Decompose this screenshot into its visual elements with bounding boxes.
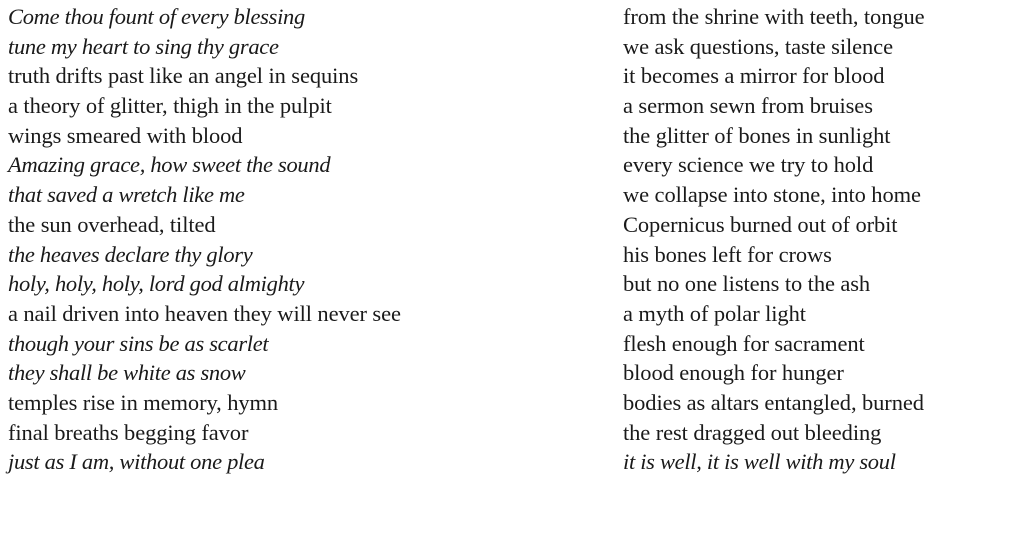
poem-line: blood enough for hunger bbox=[623, 360, 844, 386]
poem-line: from the shrine with teeth, tongue bbox=[623, 4, 925, 29]
poem-line: the sun overhead, tilted bbox=[8, 211, 216, 237]
poem-line: Come thou fount of every blessing bbox=[8, 4, 305, 29]
poem-line: the glitter of bones in sunlight bbox=[623, 122, 891, 148]
poem-line: wings smeared with blood bbox=[8, 122, 243, 148]
poem-line: but no one listens to the ash bbox=[623, 271, 871, 297]
poem-line: a sermon sewn from bruises bbox=[623, 93, 873, 119]
poem-line: tune my heart to sing thy grace bbox=[8, 33, 279, 59]
poem-line: that saved a wretch like me bbox=[8, 182, 245, 208]
poem-line: bodies as altars entangled, burned bbox=[623, 389, 924, 415]
poem-line: Copernicus burned out of orbit bbox=[623, 211, 898, 237]
poem-line: a theory of glitter, thigh in the pulpit bbox=[8, 93, 332, 119]
poem-line: it becomes a mirror for blood bbox=[623, 63, 885, 89]
poem-left-column bbox=[8, 2, 568, 477]
poem-line: they shall be white as snow bbox=[8, 360, 246, 386]
poem bbox=[0, 2, 1024, 533]
poem-line: the heaves declare thy glory bbox=[8, 241, 253, 267]
poem-line: holy, holy, holy, lord god almighty bbox=[8, 271, 305, 297]
poem-line: just as I am, without one plea bbox=[8, 449, 265, 475]
poem-line: flesh enough for sacrament bbox=[623, 330, 865, 356]
poem-line: every science we try to hold bbox=[623, 152, 874, 178]
poem-line: we ask questions, taste silence bbox=[623, 33, 893, 59]
poem-line: it is well, it is well with my soul bbox=[623, 449, 896, 475]
poem-line: final breaths begging favor bbox=[8, 419, 249, 445]
poem-line: a nail driven into heaven they will never see bbox=[8, 300, 401, 326]
poem-line: truth drifts past like an angel in sequins bbox=[8, 63, 359, 89]
poem-line: the rest dragged out bleeding bbox=[623, 419, 882, 445]
poem-line: we collapse into stone, into home bbox=[623, 182, 921, 208]
poem-right-column bbox=[623, 2, 1023, 477]
poem-line: though your sins be as scarlet bbox=[8, 330, 269, 356]
poem-line: a myth of polar light bbox=[623, 300, 806, 326]
poem-line: temples rise in memory, hymn bbox=[8, 389, 279, 415]
poem-line: Amazing grace, how sweet the sound bbox=[8, 152, 331, 178]
poem-line: his bones left for crows bbox=[623, 241, 832, 267]
